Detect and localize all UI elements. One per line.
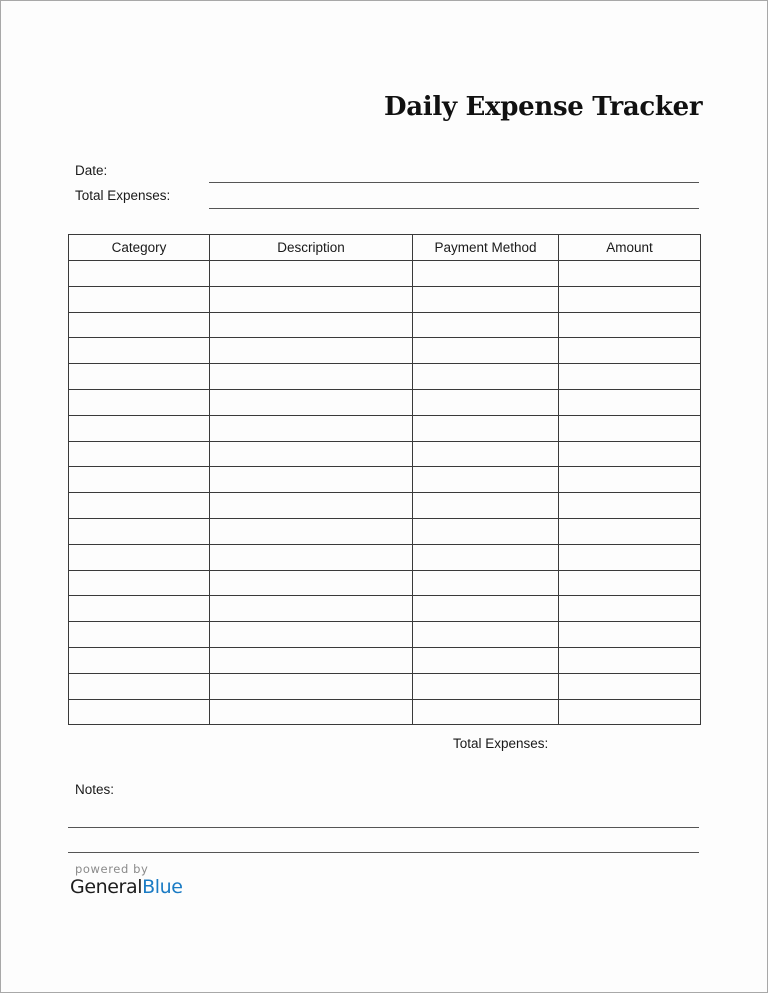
cell-category[interactable]: [69, 338, 210, 364]
brand-logo: [70, 876, 183, 898]
column-header-category: Category: [69, 235, 210, 261]
cell-description[interactable]: [210, 364, 413, 390]
table-row: [69, 673, 701, 699]
table-row: [69, 415, 701, 441]
cell-amount[interactable]: [559, 364, 701, 390]
cell-category[interactable]: [69, 312, 210, 338]
table-row: [69, 544, 701, 570]
cell-description[interactable]: [210, 699, 413, 725]
cell-description[interactable]: [210, 441, 413, 467]
date-label: Date:: [75, 163, 108, 178]
cell-amount[interactable]: [559, 673, 701, 699]
cell-description[interactable]: [210, 338, 413, 364]
cell-payment-method[interactable]: [413, 673, 559, 699]
cell-payment-method[interactable]: [413, 286, 559, 312]
table-total-expenses-label: Total Expenses:: [453, 736, 549, 751]
cell-category[interactable]: [69, 467, 210, 493]
cell-payment-method[interactable]: [413, 261, 559, 287]
cell-category[interactable]: [69, 570, 210, 596]
table-row: [69, 441, 701, 467]
cell-category[interactable]: [69, 441, 210, 467]
brand-name-blue: Blue: [142, 876, 183, 898]
cell-amount[interactable]: [559, 338, 701, 364]
cell-description[interactable]: [210, 261, 413, 287]
cell-amount[interactable]: [559, 647, 701, 673]
table-row: [69, 647, 701, 673]
notes-line-1[interactable]: [68, 827, 699, 828]
cell-category[interactable]: [69, 673, 210, 699]
cell-payment-method[interactable]: [413, 647, 559, 673]
cell-payment-method[interactable]: [413, 441, 559, 467]
cell-description[interactable]: [210, 673, 413, 699]
cell-payment-method[interactable]: [413, 596, 559, 622]
cell-description[interactable]: [210, 493, 413, 519]
column-header-description: Description: [210, 235, 413, 261]
cell-amount[interactable]: [559, 441, 701, 467]
cell-amount[interactable]: [559, 415, 701, 441]
column-header-amount: Amount: [559, 235, 701, 261]
expense-table: [68, 234, 701, 725]
table-header-row: [69, 235, 701, 261]
cell-category[interactable]: [69, 647, 210, 673]
cell-description[interactable]: [210, 647, 413, 673]
cell-payment-method[interactable]: [413, 699, 559, 725]
date-field-line[interactable]: [209, 182, 699, 183]
cell-amount[interactable]: [559, 570, 701, 596]
cell-amount[interactable]: [559, 518, 701, 544]
cell-amount[interactable]: [559, 261, 701, 287]
cell-category[interactable]: [69, 389, 210, 415]
cell-category[interactable]: [69, 286, 210, 312]
powered-by-text: powered by: [75, 862, 149, 876]
cell-amount[interactable]: [559, 389, 701, 415]
cell-description[interactable]: [210, 596, 413, 622]
cell-amount[interactable]: [559, 699, 701, 725]
cell-amount[interactable]: [559, 622, 701, 648]
cell-category[interactable]: [69, 415, 210, 441]
table-row: [69, 286, 701, 312]
cell-amount[interactable]: [559, 286, 701, 312]
cell-category[interactable]: [69, 544, 210, 570]
cell-category[interactable]: [69, 364, 210, 390]
table-row: [69, 261, 701, 287]
cell-payment-method[interactable]: [413, 364, 559, 390]
total-expenses-field-line[interactable]: [209, 208, 699, 209]
page-title: Daily Expense Tracker: [384, 92, 703, 122]
cell-payment-method[interactable]: [413, 518, 559, 544]
column-header-payment-method: Payment Method: [413, 235, 559, 261]
cell-payment-method[interactable]: [413, 338, 559, 364]
cell-category[interactable]: [69, 518, 210, 544]
total-expenses-label: Total Expenses:: [75, 188, 171, 203]
cell-amount[interactable]: [559, 544, 701, 570]
cell-description[interactable]: [210, 312, 413, 338]
brand-name-general: General: [70, 876, 143, 898]
cell-amount[interactable]: [559, 312, 701, 338]
cell-description[interactable]: [210, 622, 413, 648]
cell-category[interactable]: [69, 596, 210, 622]
notes-label: Notes:: [75, 782, 115, 797]
cell-description[interactable]: [210, 518, 413, 544]
cell-category[interactable]: [69, 493, 210, 519]
cell-amount[interactable]: [559, 493, 701, 519]
table-row: [69, 622, 701, 648]
cell-description[interactable]: [210, 286, 413, 312]
cell-description[interactable]: [210, 544, 413, 570]
cell-category[interactable]: [69, 699, 210, 725]
table-row: [69, 467, 701, 493]
cell-amount[interactable]: [559, 467, 701, 493]
cell-payment-method[interactable]: [413, 389, 559, 415]
table-row: [69, 312, 701, 338]
table-row: [69, 338, 701, 364]
cell-description[interactable]: [210, 570, 413, 596]
cell-category[interactable]: [69, 622, 210, 648]
cell-payment-method[interactable]: [413, 622, 559, 648]
cell-description[interactable]: [210, 467, 413, 493]
cell-description[interactable]: [210, 415, 413, 441]
cell-description[interactable]: [210, 389, 413, 415]
table-row: [69, 596, 701, 622]
cell-payment-method[interactable]: [413, 570, 559, 596]
cell-category[interactable]: [69, 261, 210, 287]
cell-payment-method[interactable]: [413, 467, 559, 493]
table-row: [69, 699, 701, 725]
cell-payment-method[interactable]: [413, 415, 559, 441]
cell-payment-method[interactable]: [413, 493, 559, 519]
table-row: [69, 518, 701, 544]
cell-payment-method[interactable]: [413, 544, 559, 570]
table-row: [69, 364, 701, 390]
table-row: [69, 493, 701, 519]
table-row: [69, 389, 701, 415]
table-row: [69, 570, 701, 596]
cell-payment-method[interactable]: [413, 312, 559, 338]
cell-amount[interactable]: [559, 596, 701, 622]
notes-line-2[interactable]: [68, 852, 699, 853]
